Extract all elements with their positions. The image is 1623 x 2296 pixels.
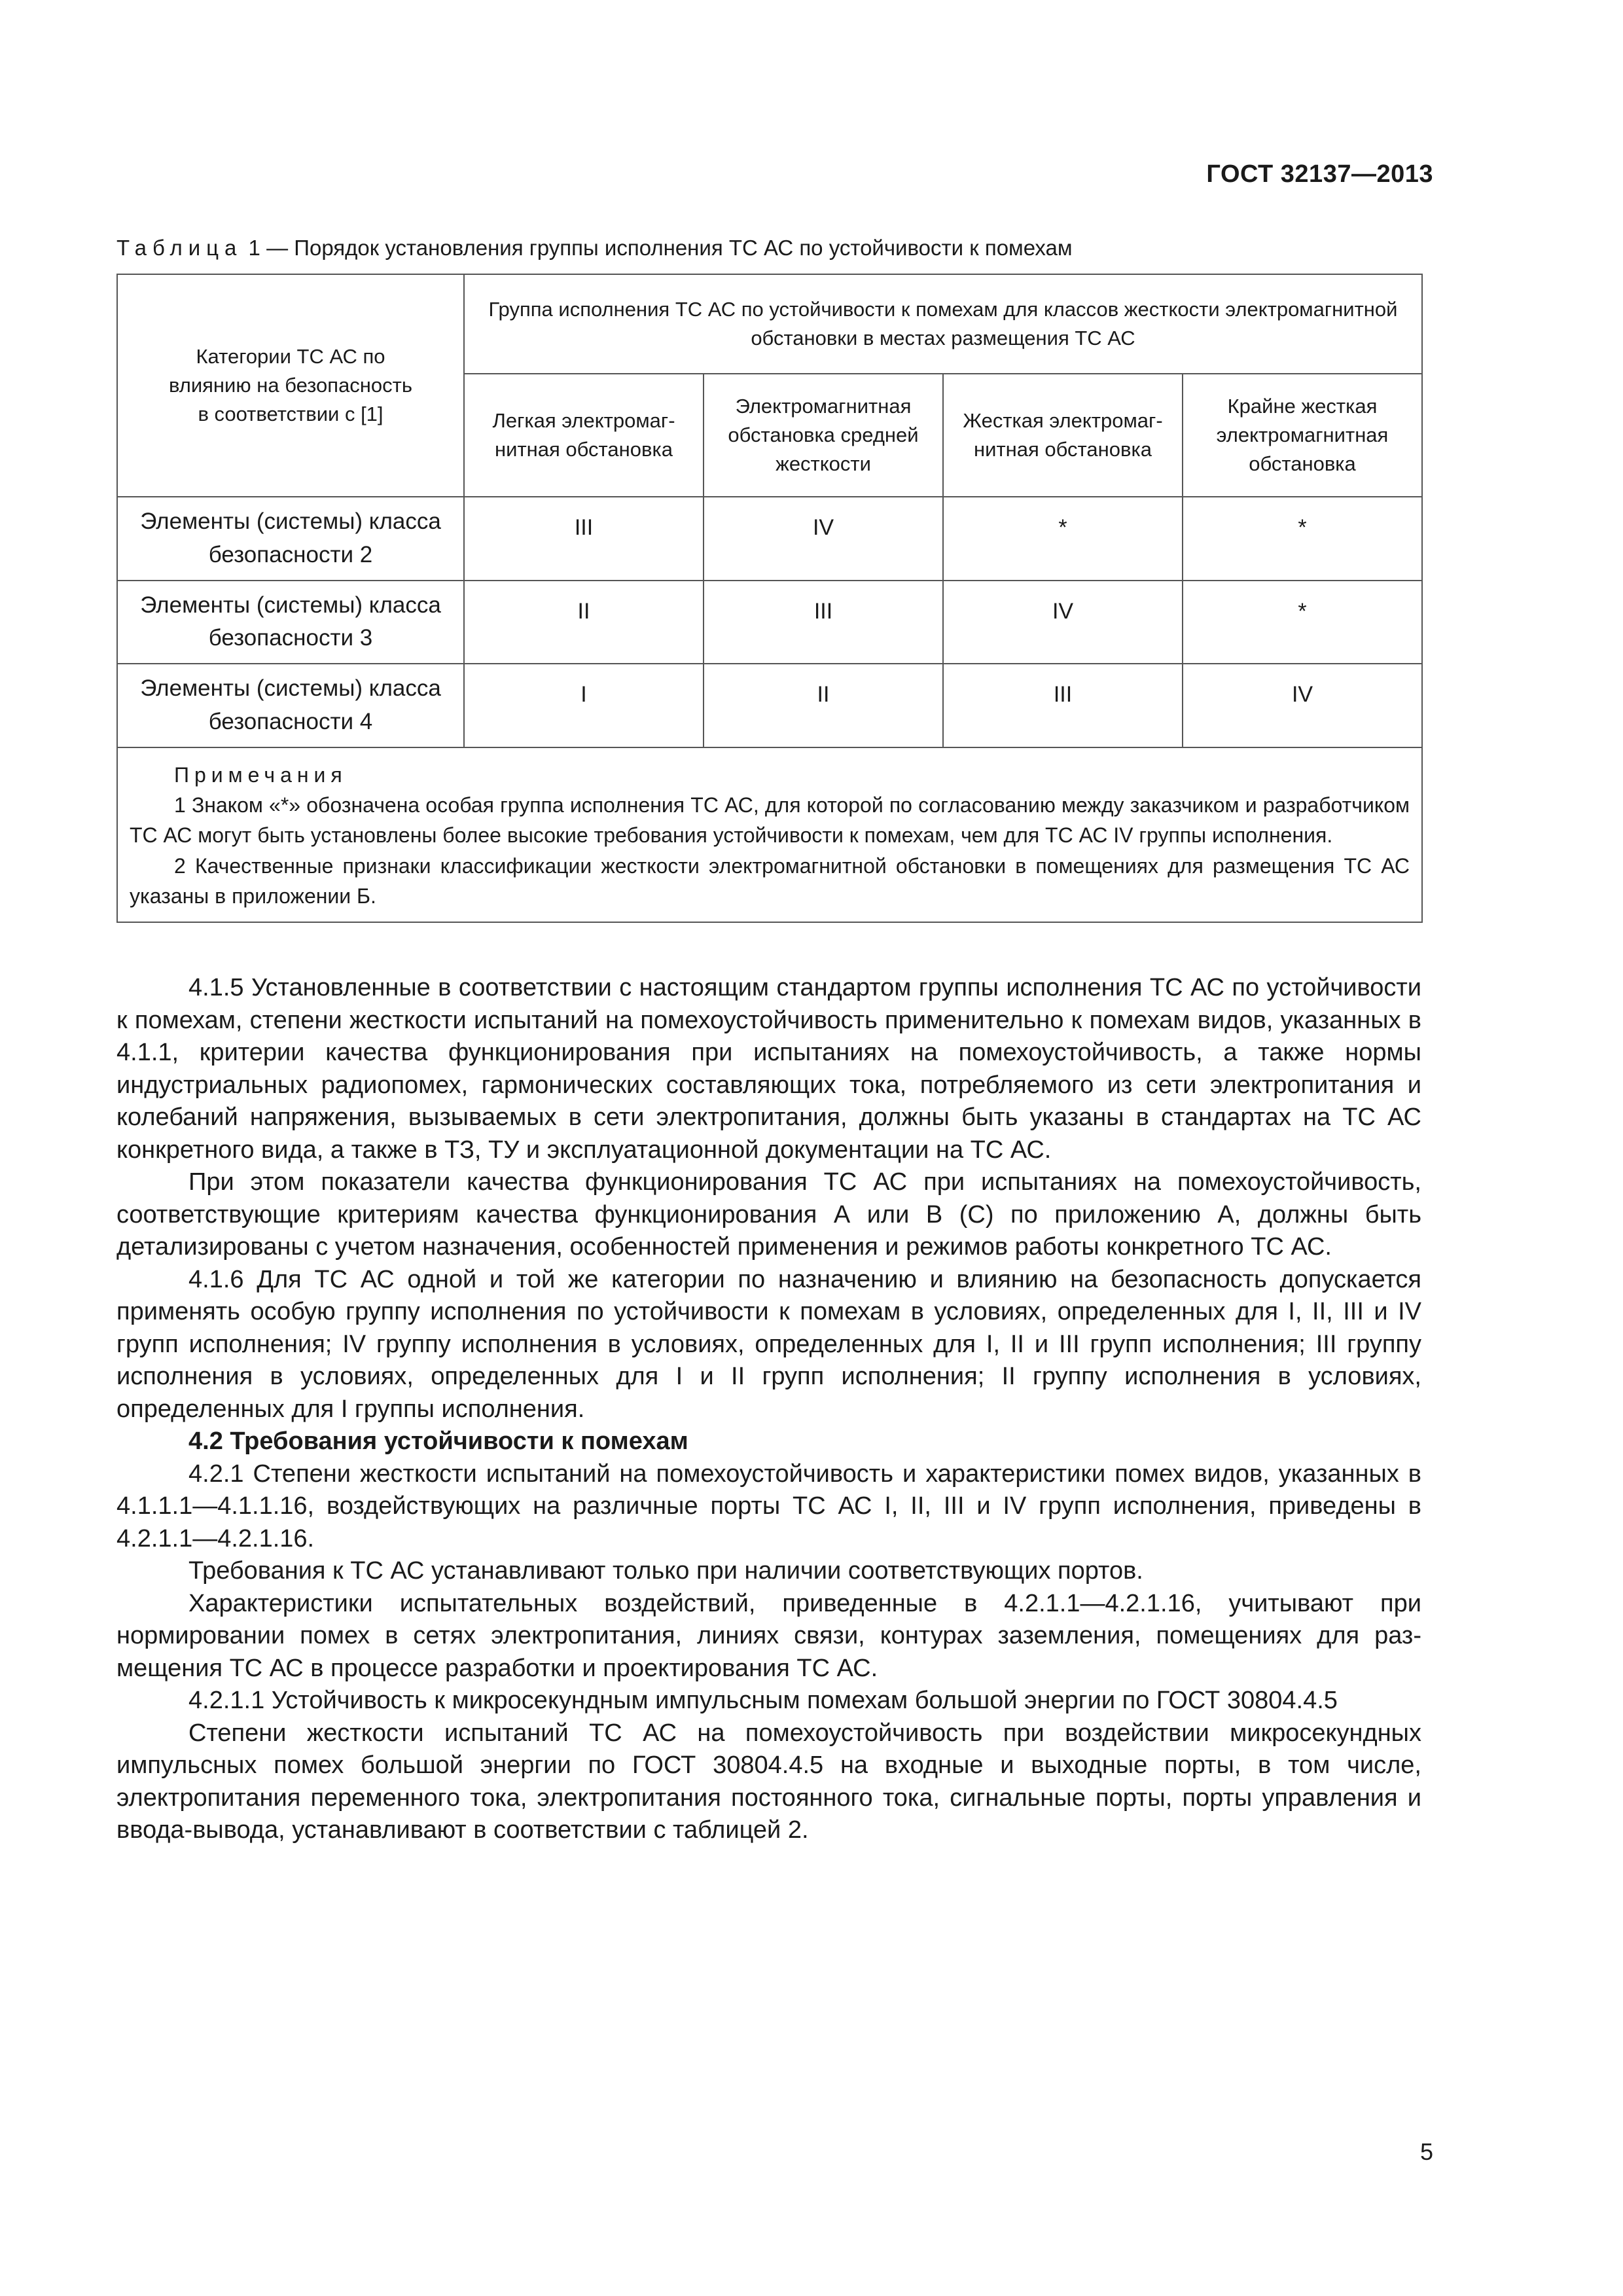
table-cell: IV bbox=[704, 497, 943, 581]
table-cell: III bbox=[704, 581, 943, 664]
table-cell: IV bbox=[1183, 664, 1422, 747]
table-cell: * bbox=[943, 497, 1183, 581]
table-caption bbox=[116, 236, 1073, 260]
table-cell: IV bbox=[943, 581, 1183, 664]
paragraph-4-2-1-1: 4.2.1.1 Устойчивость к микросекундным импульсным помехам большой энергии по ГОСТ 30804.4.5 bbox=[188, 1687, 1338, 1714]
row-label: Элементы (системы) класса безопасности 3 bbox=[117, 581, 464, 664]
paragraph-4-1-6: 4.1.6 Для ТС АС одной и той же категории по назначению и влиянию на безопасность допускается применять особую группу исполнения по устойчивости к помехам в условиях, определенных для I, II, III и IV групп исполнения; IV группу исполнения в условиях, определенных для I, II и III групп исполнения; III группу исполнения в условиях, определенных для I и II групп исполнения; II группу исполнения в условиях, определенных для I группы исполнения. bbox=[116, 1265, 1421, 1423]
document-header: ГОСТ 32137—2013 bbox=[1206, 160, 1433, 188]
paragraph-4-2-1: 4.2.1 Степени жесткости испытаний на помехоустойчивость и характеристики помех видов, указанных в 4.1.1.1—4.1.1.16, воздействующих на различные порты ТС АС I, II, III и IV групп исполнения, приведены в 4.2.1.1—4.2.1.16. bbox=[116, 1460, 1421, 1552]
table-cell: III bbox=[943, 664, 1183, 747]
table-subheader: Легкая электромагнитная обстановка bbox=[464, 374, 704, 497]
table-cell: II bbox=[464, 581, 704, 664]
table-cell: I bbox=[464, 664, 704, 747]
table-cell: III bbox=[464, 497, 704, 581]
table-subheader: Жесткая электромагнитная обстановка bbox=[943, 374, 1183, 497]
table-1 bbox=[116, 274, 1423, 923]
row-label: Элементы (системы) класса безопасности 2 bbox=[117, 497, 464, 581]
paragraph: Характеристики испытательных воздействий, приведенные в 4.2.1.1—4.2.1.16, учитывают при нормировании помех в сетях электропитания, линиях связи, контурах заземления, помещениях для размещения ТС АС в процессе разработки и проектирования ТС АС. bbox=[116, 1589, 1421, 1682]
table-subheader: Крайне жесткая электромагнитная обстановка bbox=[1183, 374, 1422, 497]
body-text bbox=[116, 972, 1421, 1847]
row-label: Элементы (системы) класса безопасности 4 bbox=[117, 664, 464, 747]
table-row bbox=[117, 497, 1422, 581]
table-subheader: Электромагнитная обстановка средней жесткости bbox=[704, 374, 943, 497]
page-number: 5 bbox=[1419, 2138, 1433, 2165]
table-header-category: Категории ТС АС по влиянию на безопасность в соответствии с [1] bbox=[117, 274, 464, 497]
table-caption-text: 1 — Порядок установления группы исполнения ТС АС по устойчивости к помехам bbox=[242, 236, 1073, 260]
paragraph: Требования к ТС АС устанавливают только при наличии соответствующих портов. bbox=[188, 1557, 1143, 1585]
table-header-group: Группа исполнения ТС АС по устойчивости к помехам для классов жесткости электромагнитной обстановки в местах размещения ТС АС bbox=[464, 274, 1422, 374]
notes-title: Примечания bbox=[174, 762, 348, 787]
note-item: 1 Знаком «*» обозначена особая группа исполнения ТС АС, для которой по согласованию между заказчиком и разработчиком ТС АС могут быть установлены более высокие требования устойчивости к помехам, чем для ТС АС IV группы исполнения. bbox=[130, 793, 1410, 848]
table-row bbox=[117, 581, 1422, 664]
table-cell: II bbox=[704, 664, 943, 747]
table-cell: * bbox=[1183, 581, 1422, 664]
table-row bbox=[117, 664, 1422, 747]
table-notes bbox=[117, 747, 1422, 923]
paragraph: При этом показатели качества функционирования ТС АС при испытаниях на помехоустойчивость, соответствующие критериям качества функционирования А или В (С) по приложению А, должны быть детализированы с учетом назначения, особенностей применения и режимов работы конкретного ТС АС. bbox=[116, 1168, 1421, 1261]
table-caption-word: Таблица bbox=[116, 236, 243, 260]
paragraph: Степени жесткости испытаний ТС АС на помехоустойчивость при воздействии микросекундных импульсных помех большой энергии по ГОСТ 30804.4.5 на входные и выходные порты, в том числе, электропитания переменного тока, электропитания постоянного тока, сигнальные порты, порты управления и ввода-вывода, устанавливают в соответствии с таблицей 2. bbox=[116, 1719, 1421, 1844]
paragraph-4-1-5: 4.1.5 Установленные в соответствии с настоящим стандартом группы исполнения ТС АС по устойчивости к помехам, степени жесткости испытаний на помехоустойчивость применительно к помехам видов, указанных в 4.1.1, критерии качества функционирования при испытаниях на помехоустойчивость, а также нормы индустриальных радиопомех, гармонических составляющих тока, потребляемого из сети электропитания и колебаний напряжения, вызываемых в сети электропитания, должны быть указаны в стандартах на ТС АС конкретного вида, а также в ТЗ, ТУ и эксплуатационной документации на ТС АС. bbox=[116, 974, 1421, 1164]
table-cell: * bbox=[1183, 497, 1422, 581]
section-heading-4-2: 4.2 Требования устойчивости к помехам bbox=[188, 1427, 688, 1455]
note-item: 2 Качественные признаки классификации жесткости электромагнитной обстановки в помещениях для размещения ТС АС указаны в приложении Б. bbox=[130, 853, 1410, 908]
